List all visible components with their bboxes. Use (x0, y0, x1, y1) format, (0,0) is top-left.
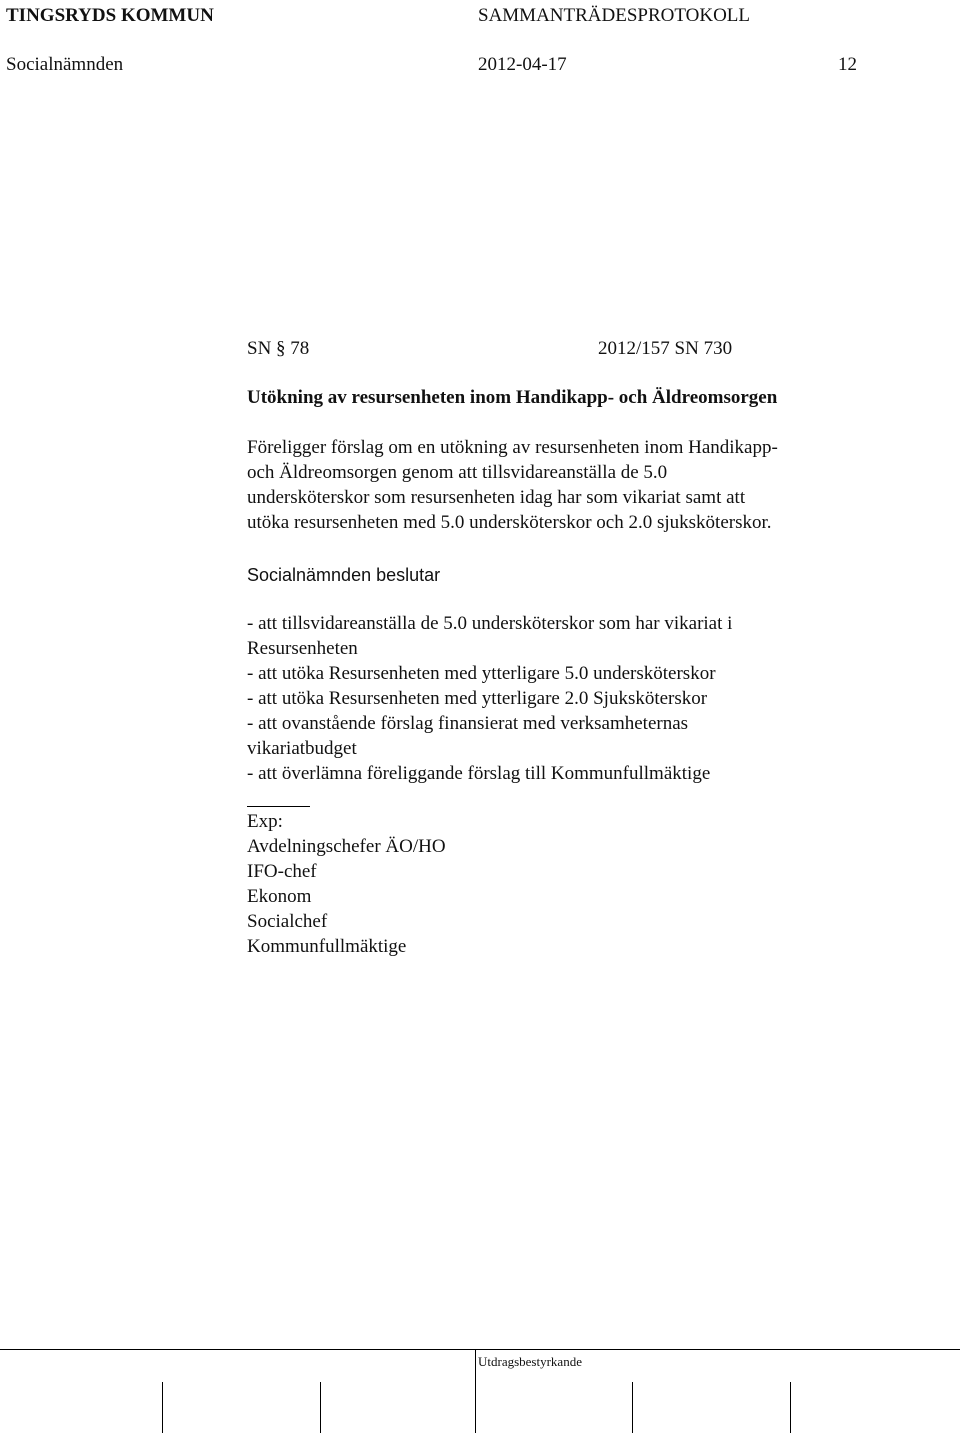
background-line: undersköterskor som resursenheten idag har som vikariat samt att (247, 487, 746, 508)
item-title: Utökning av resursenheten inom Handikapp- och Äldreomsorgen (247, 387, 778, 408)
paragraph-number: SN § 78 (247, 338, 310, 359)
decision-line: - att överlämna föreliggande förslag till Kommunfullmäktige (247, 763, 711, 784)
background-line: utöka resursenheten med 5.0 undersköterskor och 2.0 sjuksköterskor. (247, 512, 772, 533)
signature-divider (632, 1382, 633, 1433)
background-line: Föreligger förslag om en utökning av resursenheten inom Handikapp- (247, 437, 778, 458)
signature-divider (475, 1349, 476, 1433)
background-line: och Äldreomsorgen genom att tillsvidareanställa de 5.0 (247, 462, 668, 483)
exp-recipient: IFO-chef (247, 861, 317, 882)
decision-list (247, 611, 732, 786)
signature-divider (790, 1382, 791, 1433)
decision-line: - att utöka Resursenheten med ytterligare 2.0 Sjuksköterskor (247, 688, 708, 709)
extract-label: Utdragsbestyrkande (478, 1354, 582, 1369)
exp-recipient: Ekonom (247, 886, 312, 907)
document-type: SAMMANTRÄDESPROTOKOLL (478, 5, 751, 26)
meeting-date: 2012-04-17 (478, 54, 567, 75)
decision-line: - att tillsvidareanställa de 5.0 undersköterskor som har vikariat i (247, 613, 733, 634)
expedition-list (247, 809, 446, 959)
signature-divider (320, 1382, 321, 1433)
exp-label: Exp: (247, 811, 283, 832)
decision-line: Resursenheten (247, 638, 358, 659)
case-number: 2012/157 SN 730 (598, 338, 733, 359)
page-number: 12 (838, 54, 857, 75)
exp-recipient: Avdelningschefer ÄO/HO (247, 836, 446, 857)
background-paragraph (247, 435, 778, 535)
decision-line: - att ovanstående förslag finansierat med verksamheternas (247, 713, 689, 734)
signature-divider (162, 1382, 163, 1433)
exp-recipient: Kommunfullmäktige (247, 936, 407, 957)
exp-recipient: Socialchef (247, 911, 328, 932)
separator-line (247, 806, 310, 807)
footer-top-line (0, 1349, 960, 1350)
municipality-name: TINGSRYDS KOMMUN (6, 5, 214, 26)
decision-heading: Socialnämnden beslutar (247, 565, 441, 585)
decision-line: vikariatbudget (247, 738, 357, 759)
committee-name: Socialnämnden (6, 54, 124, 75)
decision-line: - att utöka Resursenheten med ytterligare 5.0 undersköterskor (247, 663, 716, 684)
